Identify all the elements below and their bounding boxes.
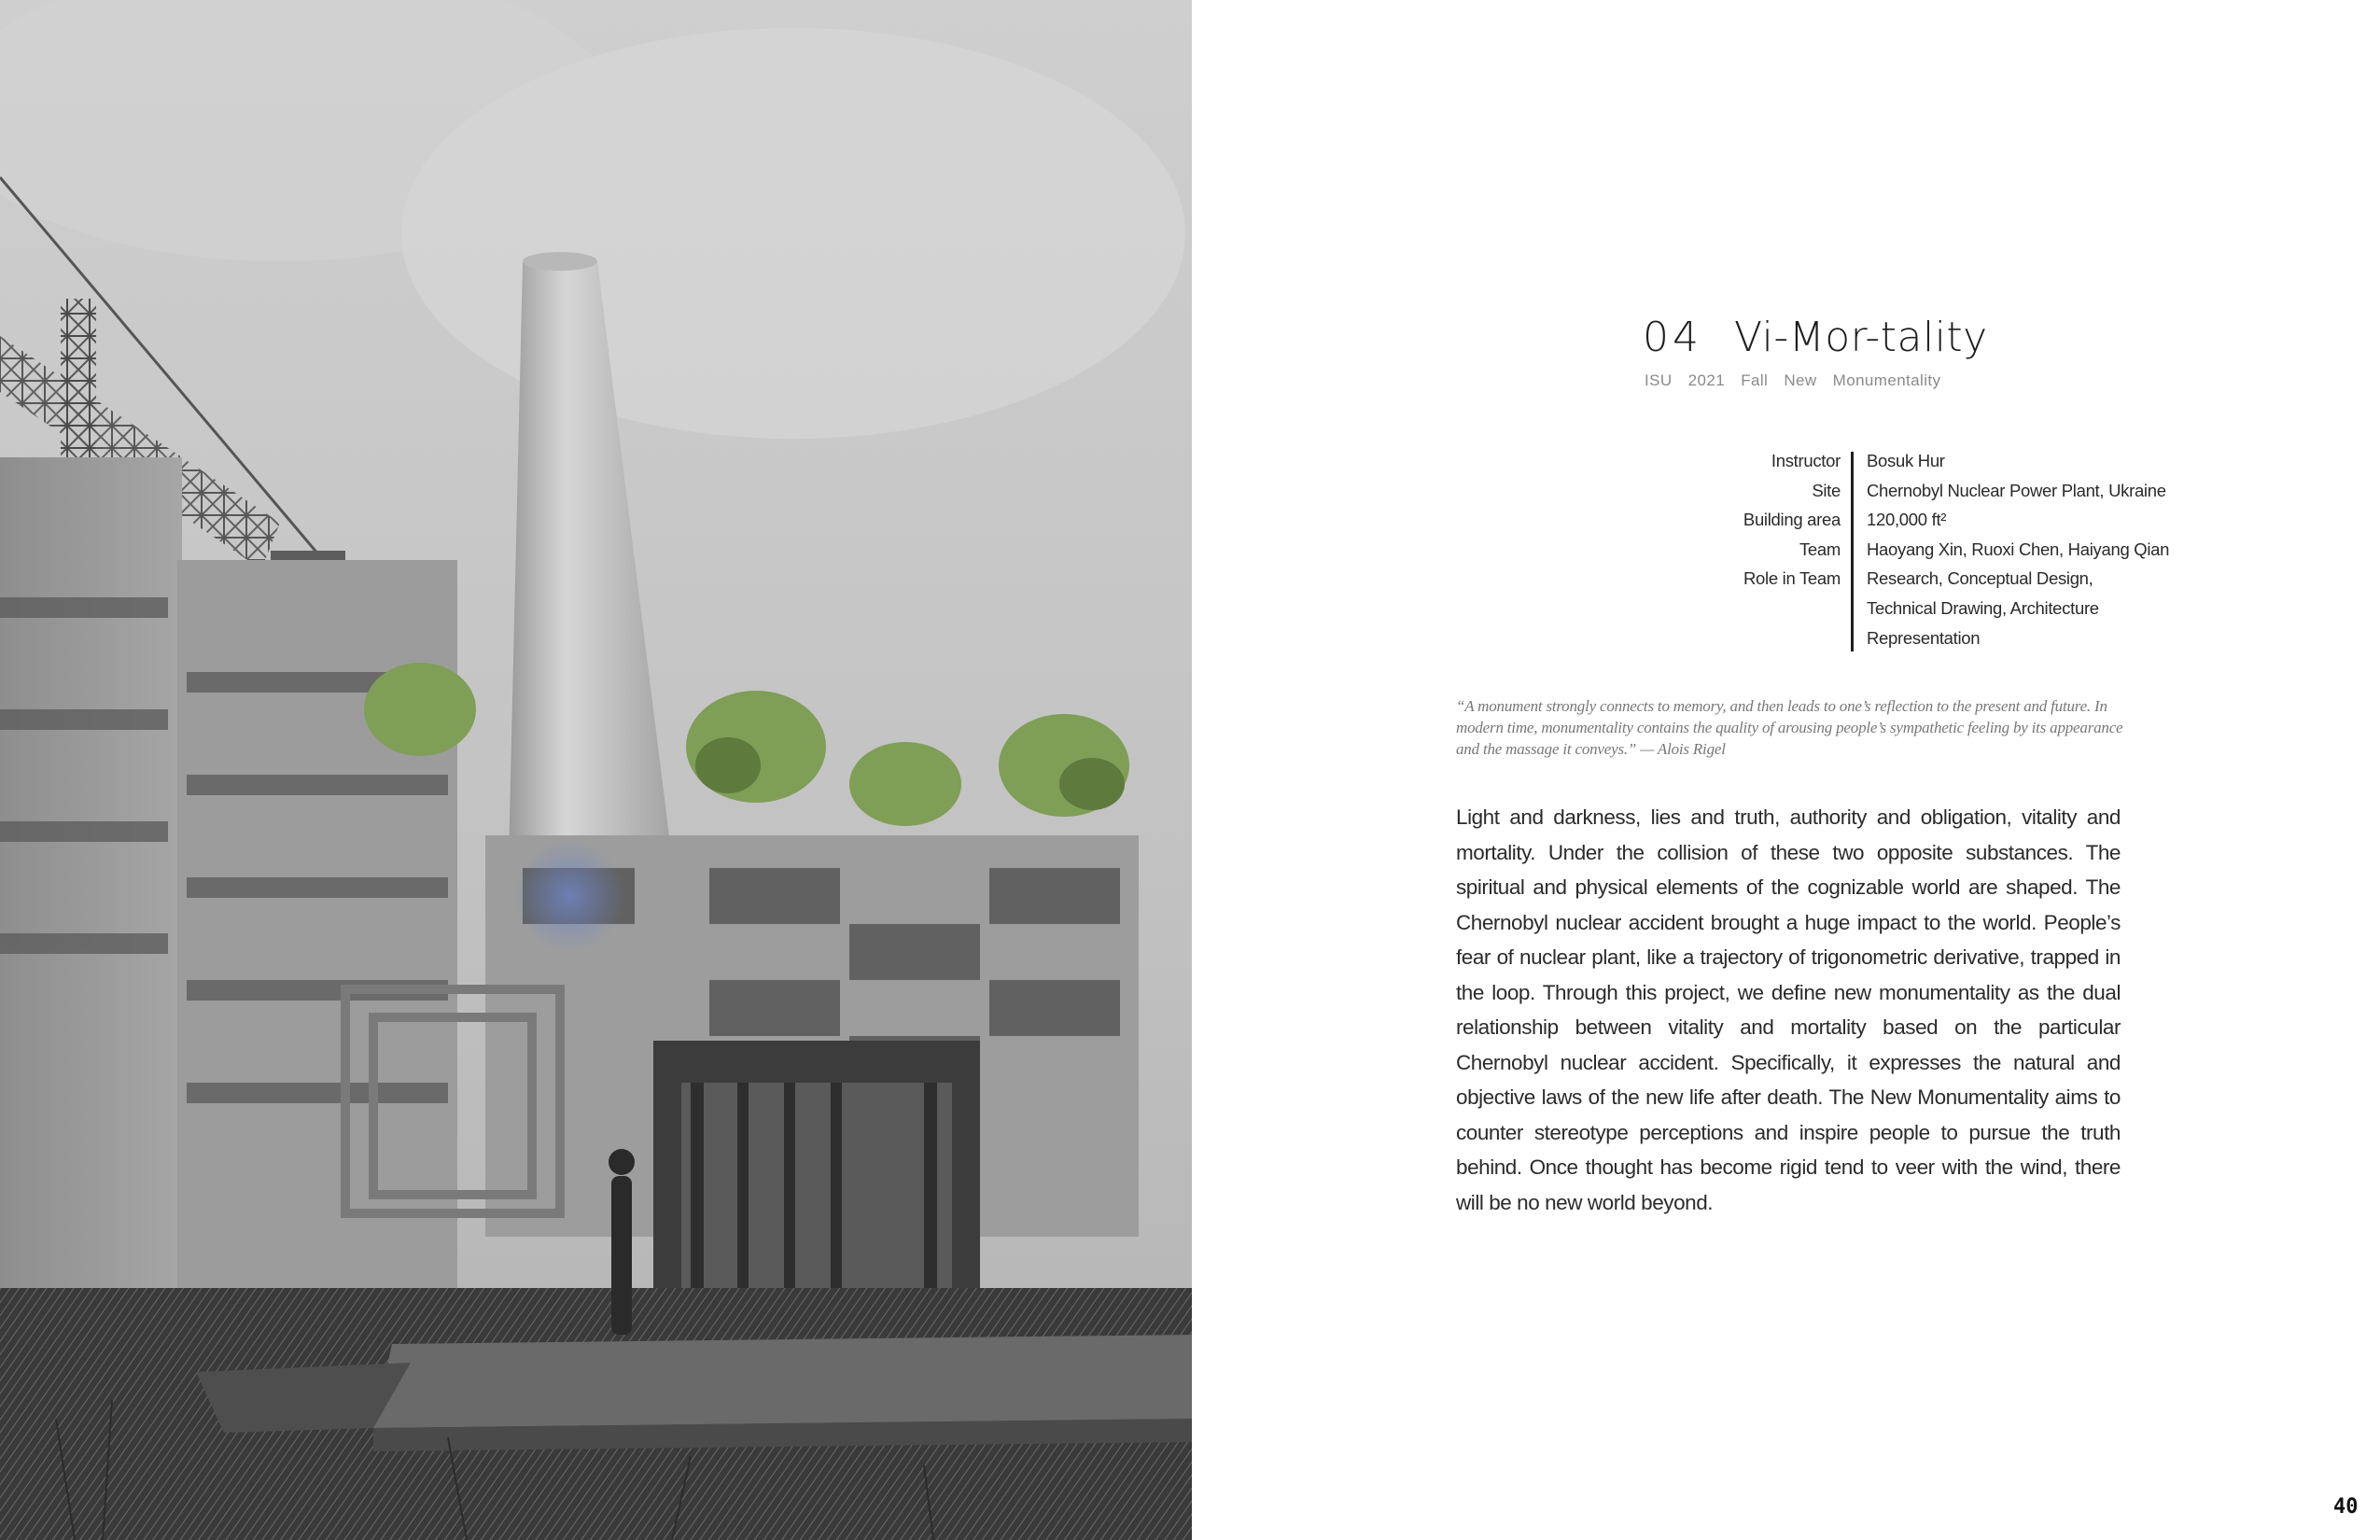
project-name: Vi-Mor-tality: [1734, 314, 1988, 361]
meta-value-building-area: 120,000 ft²: [1867, 510, 1947, 530]
meta-divider: [1851, 452, 1854, 651]
project-number: 04: [1643, 314, 1702, 361]
meta-value-role-2: Technical Drawing, Architecture: [1867, 597, 2099, 618]
meta-value-role-1: Research, Conceptual Design,: [1867, 568, 2093, 589]
meta-label-team: Team: [1799, 539, 1841, 559]
meta-label-building-area: Building area: [1743, 510, 1841, 530]
meta-label-site: Site: [1812, 480, 1841, 500]
meta-value-role-3: Representation: [1867, 627, 1981, 648]
meta-values: [1867, 446, 2203, 652]
meta-value-instructor: Bosuk Hur: [1867, 451, 1945, 470]
meta-label-role: Role in Team: [1743, 568, 1841, 589]
meta-value-site: Chernobyl Nuclear Power Plant, Ukraine: [1867, 480, 2166, 500]
project-title: [1643, 314, 1988, 361]
project-description: Light and darkness, lies and truth, authority and obligation, vitality and mortality. Under the collision of these two opposite substances. The spiritual and physical elements of the cognizable world are shaped. The Chernobyl nuclear accident brought a huge impact to the world. People’s fear of nuclear plant, like a trajectory of trigonometric derivative, trapped in the loop. Through this project, we define new monumentality as the dual relationship between vitality and mortality based on the particular Chernobyl nuclear accident. Specifically, it expresses the natural and objective laws of the new life after death. The New Monumentality aims to counter stereotype perceptions and inspire people to pursue the truth behind. Once thought has become rigid tend to veer with the wind, there will be no new world beyond.: [1456, 805, 2121, 1214]
meta-value-team: Haoyang Xin, Ruoxi Chen, Haiyang Qian: [1867, 539, 2170, 559]
meta-labels: [1617, 446, 1841, 594]
page-number: 40: [2333, 1495, 2359, 1519]
project-subtitle: ISU 2021 Fall New Monumentality: [1645, 371, 1941, 389]
meta-label-instructor: Instructor: [1771, 451, 1841, 470]
quote-text: “A monument strongly connects to memory, and then leads to one’s reflection to the present and future. In modern time, monumentality contains the quality of arousing people’s sympathetic feeling by its appearance and the massage it conveys.” — Alois Rigel: [1456, 697, 2123, 758]
